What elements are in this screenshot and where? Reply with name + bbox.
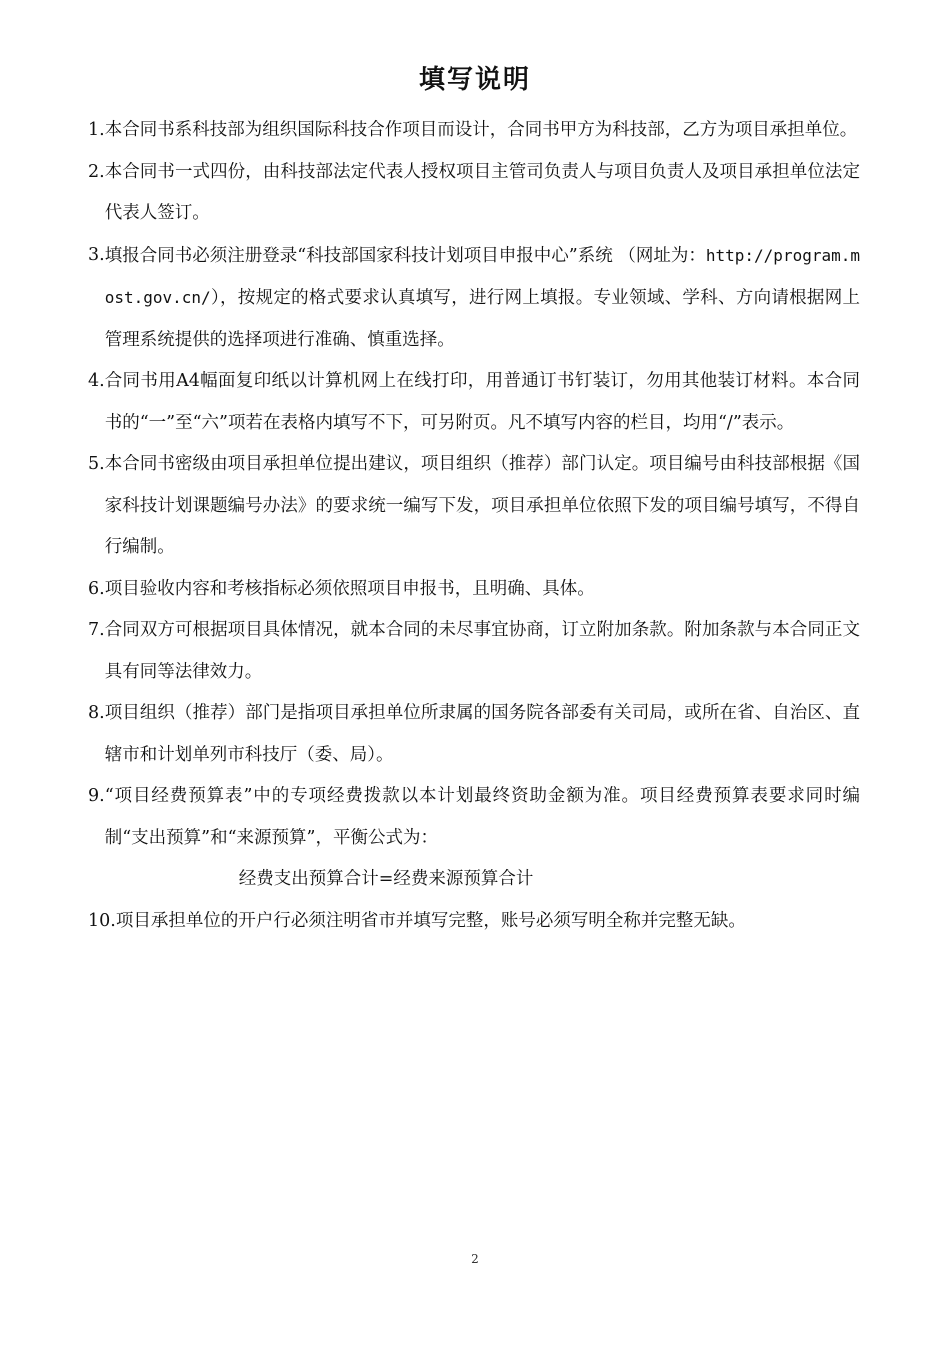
item-text-part: ），按规定的格式要求认真填写，进行网上填报。专业领域、学科、方向请根据网上管理系统提供的选择项进行准确、慎重选择。 xyxy=(104,288,860,350)
instruction-item-4 xyxy=(88,361,860,444)
instruction-item-1 xyxy=(88,110,860,152)
instruction-item-3 xyxy=(88,235,860,362)
item-number: 7. xyxy=(88,620,105,640)
website-url: http://program.most.gov.cn/ xyxy=(104,245,860,307)
instruction-item-5 xyxy=(88,444,860,569)
item-text-part: 填报合同书必须注册登录“科技部国家科技计划项目申报中心”系统 （网址为： xyxy=(104,245,706,266)
item-number: 6. xyxy=(88,578,105,599)
item-number: 1. xyxy=(88,120,105,140)
instruction-item-6 xyxy=(88,569,860,611)
instruction-item-10 xyxy=(88,901,860,943)
item-number: 8. xyxy=(88,703,105,723)
item-text: 项目组织（推荐）部门是指项目承担单位所隶属的国务院各部委有关司局，或所在省、自治区、直辖市和计划单列市科技厅（委、局）。 xyxy=(104,703,860,765)
instruction-item-8 xyxy=(88,693,860,776)
item-text xyxy=(105,776,860,901)
instruction-item-2 xyxy=(88,152,860,235)
instructions-list xyxy=(88,110,860,942)
item-text: 本合同书一式四份，由科技部法定代表人授权项目主管司负责人与项目负责人及项目承担单位法定代表人签订。 xyxy=(104,161,860,223)
item-text: 项目承担单位的开户行必须注明省市并填写完整，账号必须写明全称并完整无缺。 xyxy=(115,910,746,931)
item-text: 本合同书密级由项目承担单位提出建议，项目组织（推荐）部门认定。项目编号由科技部根据《国家科技计划课题编号办法》的要求统一编写下发，项目承担单位依照下发的项目编号填写，不得自行编制。 xyxy=(104,454,860,557)
item-number: 10. xyxy=(88,910,116,931)
item-number: 9. xyxy=(88,786,105,806)
balance-formula: 经费支出预算合计=经费来源预算合计 xyxy=(238,869,534,889)
page-title: 填写说明 xyxy=(418,65,531,95)
item-text xyxy=(105,235,860,362)
item-number: 2. xyxy=(88,161,105,182)
item-number: 5. xyxy=(88,454,105,474)
item-number: 4. xyxy=(88,371,105,391)
item-text: 合同书用A4幅面复印纸以计算机网上在线打印，用普通订书钉装订，勿用其他装订材料。本合同书的“一”至“六”项若在表格内填写不下，可另附页。凡不填写内容的栏目，均用“/”表示。 xyxy=(104,371,860,433)
item-text: 项目验收内容和考核指标必须依照项目申报书，且明确、具体。 xyxy=(104,578,595,599)
item-number: 3. xyxy=(88,244,105,265)
instruction-item-9 xyxy=(88,776,860,901)
item-text: 本合同书系科技部为组织国际科技合作项目而设计，合同书甲方为科技部，乙方为项目承担单位。 xyxy=(104,120,858,140)
page-number: 2 xyxy=(471,1252,479,1266)
instruction-item-7 xyxy=(88,610,860,693)
item-text-part: “项目经费预算表”中的专项经费拨款以本计划最终资助金额为准。项目经费预算表要求同时编制“支出预算”和“来源预算”，平衡公式为： xyxy=(104,786,860,848)
item-text: 合同双方可根据项目具体情况，就本合同的未尽事宜协商，订立附加条款。附加条款与本合同正文具有同等法律效力。 xyxy=(104,620,860,682)
